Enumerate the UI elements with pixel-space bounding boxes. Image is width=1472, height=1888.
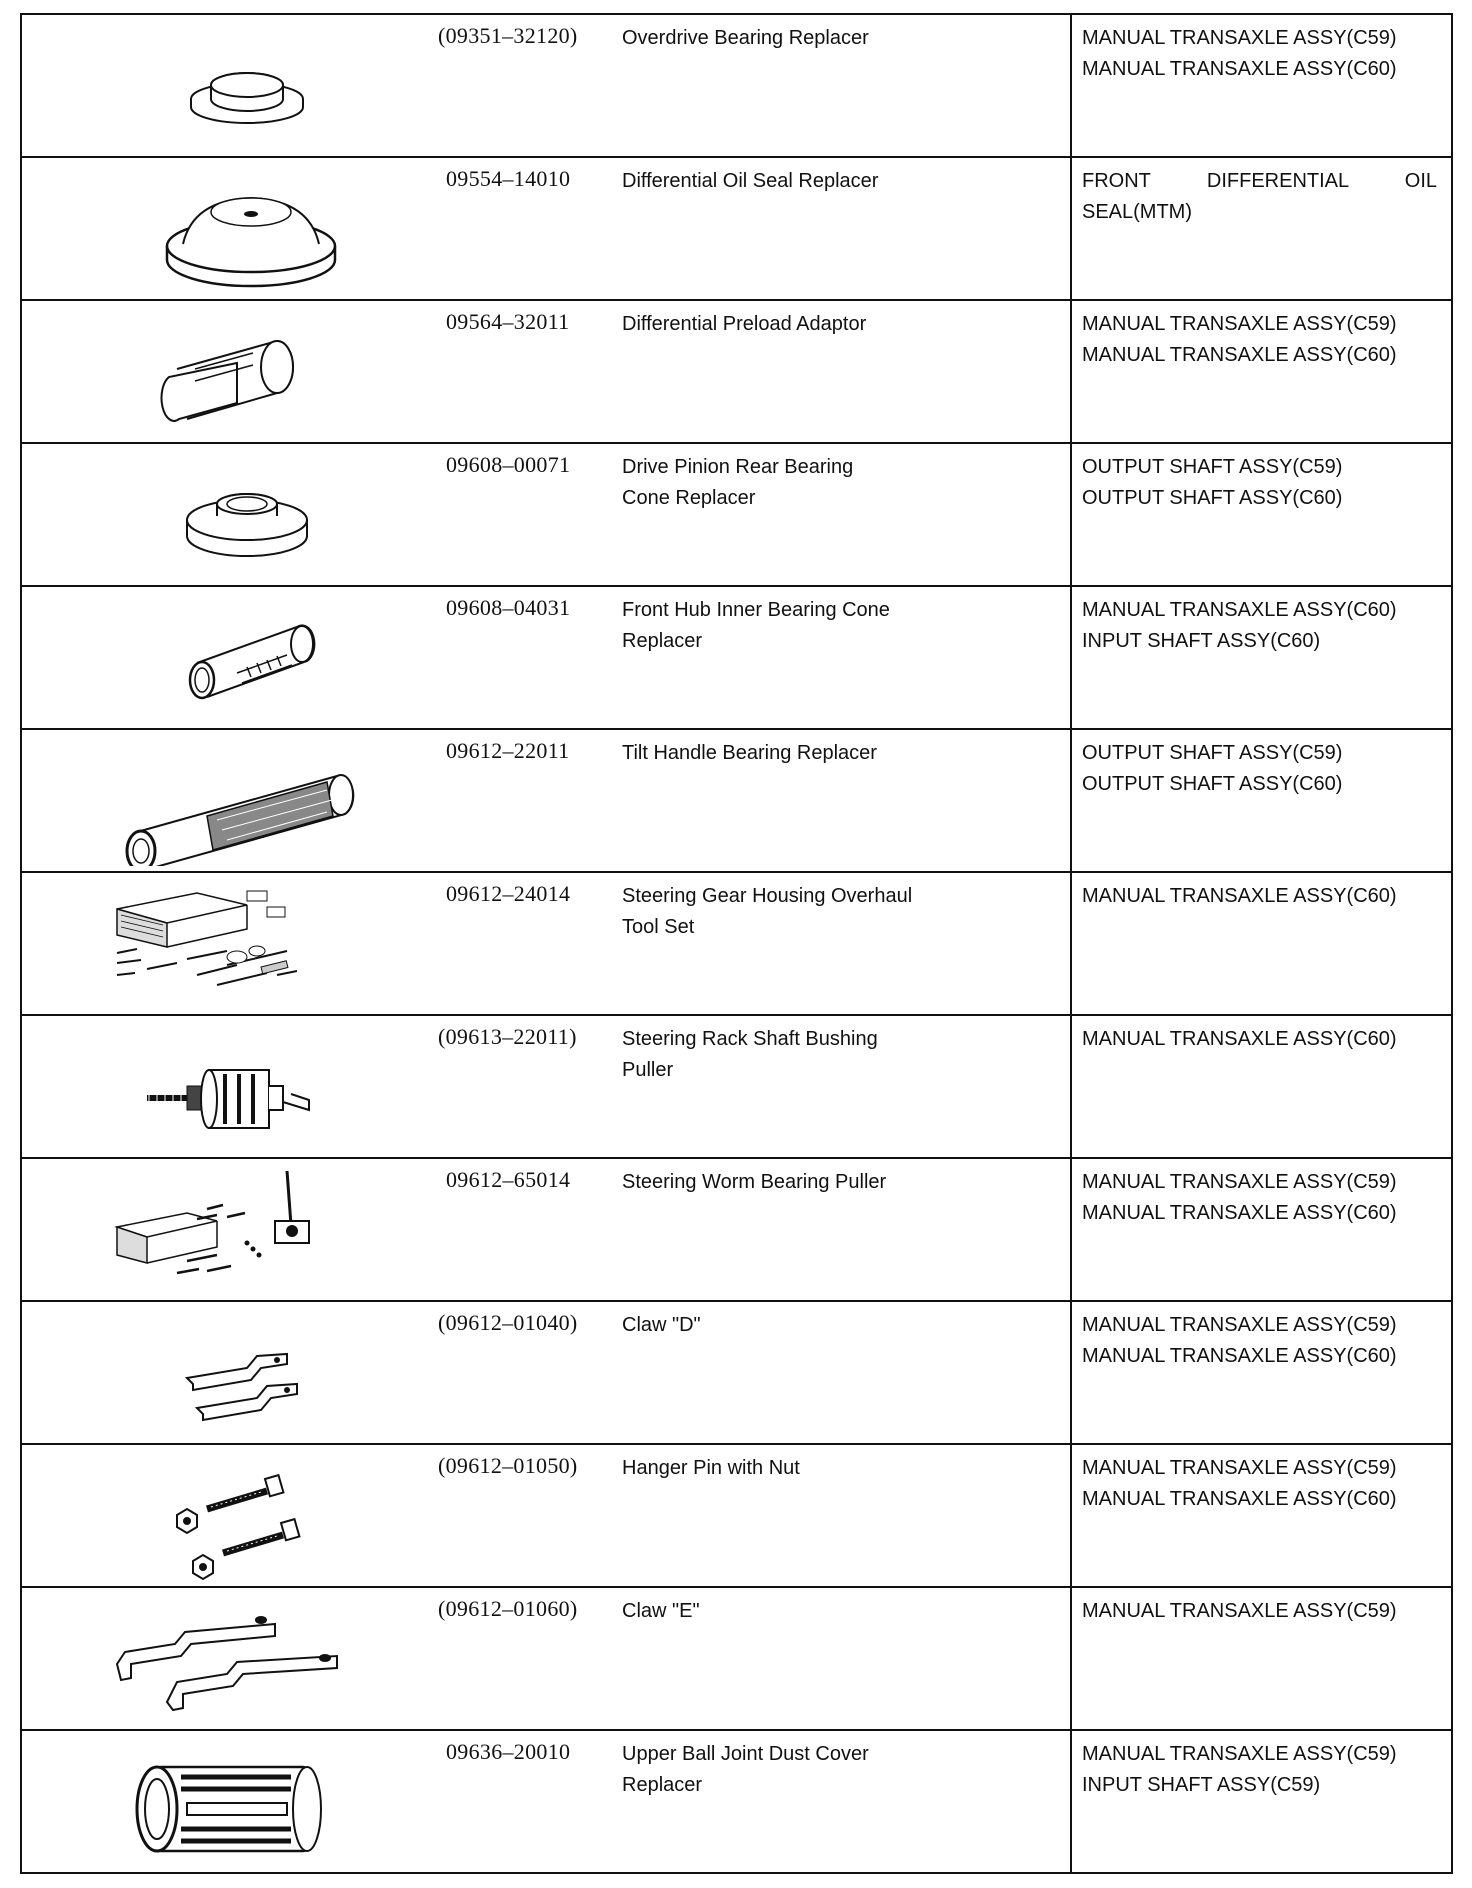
claw-d-icon <box>77 1308 407 1438</box>
table-row <box>21 586 1452 729</box>
tool-description-line: Differential Oil Seal Replacer <box>622 170 879 192</box>
part-number: (09613–22011) <box>438 1024 577 1049</box>
usage-line: MANUAL TRANSAXLE ASSY(C59) <box>1082 1171 1397 1193</box>
usage-line: OUTPUT SHAFT ASSY(C60) <box>1082 773 1343 795</box>
tool-description-line: Replacer <box>622 1774 703 1796</box>
tool-cell <box>21 1587 1071 1730</box>
bearing-replacer-disc-icon <box>77 21 407 151</box>
tool-description-line: Tool Set <box>622 916 695 938</box>
table-row <box>21 300 1452 443</box>
tool-cell <box>21 729 1071 872</box>
part-number: 09612–24014 <box>446 881 571 906</box>
part-number: (09351–32120) <box>438 23 578 48</box>
usage-line: OUTPUT SHAFT ASSY(C59) <box>1082 456 1343 478</box>
claw-e-icon <box>77 1594 407 1724</box>
usage-cell <box>1071 1587 1452 1730</box>
tool-description-line: Drive Pinion Rear Bearing <box>622 456 854 478</box>
part-number: 09636–20010 <box>446 1739 571 1764</box>
tool-description-line: Claw "D" <box>622 1314 701 1336</box>
tool-description-line: Steering Worm Bearing Puller <box>622 1171 887 1193</box>
special-service-tools-table <box>20 13 1453 1874</box>
tool-cell <box>21 1730 1071 1873</box>
usage-line: MANUAL TRANSAXLE ASSY(C59) <box>1082 27 1397 49</box>
table-row <box>21 1587 1452 1730</box>
tool-description-line: Steering Gear Housing Overhaul <box>622 885 913 907</box>
table-row <box>21 1301 1452 1444</box>
part-number: 09608–00071 <box>446 452 571 477</box>
usage-cell <box>1071 14 1452 157</box>
table-row <box>21 1015 1452 1158</box>
usage-line: MANUAL TRANSAXLE ASSY(C59) <box>1082 1457 1397 1479</box>
usage-cell <box>1071 300 1452 443</box>
usage-line: OUTPUT SHAFT ASSY(C59) <box>1082 742 1343 764</box>
usage-line: MANUAL TRANSAXLE ASSY(C60) <box>1082 344 1397 366</box>
tool-cell <box>21 872 1071 1015</box>
tool-cell <box>21 157 1071 300</box>
tool-cell <box>21 300 1071 443</box>
tool-description-line: Upper Ball Joint Dust Cover <box>622 1743 869 1765</box>
usage-cell <box>1071 443 1452 586</box>
table-row <box>21 443 1452 586</box>
usage-line: MANUAL TRANSAXLE ASSY(C59) <box>1082 1600 1397 1622</box>
usage-cell <box>1071 586 1452 729</box>
part-number: 09564–32011 <box>446 309 570 334</box>
cone-replacer-icon <box>77 450 407 580</box>
usage-line: MANUAL TRANSAXLE ASSY(C60) <box>1082 885 1397 907</box>
table-row <box>21 14 1452 157</box>
usage-line: MANUAL TRANSAXLE ASSY(C59) <box>1082 313 1397 335</box>
tool-cell <box>21 443 1071 586</box>
tool-description-line: Hanger Pin with Nut <box>622 1457 800 1479</box>
tool-cell <box>21 1444 1071 1587</box>
hanger-pin-nut-icon <box>77 1451 407 1581</box>
usage-cell <box>1071 1158 1452 1301</box>
usage-line: MANUAL TRANSAXLE ASSY(C60) <box>1082 1028 1397 1050</box>
usage-cell <box>1071 1015 1452 1158</box>
tool-description <box>622 1167 962 1198</box>
tool-description-line: Tilt Handle Bearing Replacer <box>622 742 877 764</box>
tool-description <box>622 595 962 657</box>
tool-description <box>622 166 962 197</box>
part-number: (09612–01040) <box>438 1310 578 1335</box>
tool-description <box>622 23 962 54</box>
tool-set-case-icon <box>77 879 407 1009</box>
table-row <box>21 1158 1452 1301</box>
table-row <box>21 157 1452 300</box>
tool-description-line: Puller <box>622 1059 674 1081</box>
usage-cell <box>1071 1301 1452 1444</box>
usage-line: MANUAL TRANSAXLE ASSY(C60) <box>1082 58 1397 80</box>
usage-cell <box>1071 1730 1452 1873</box>
tool-description-line: Overdrive Bearing Replacer <box>622 27 869 49</box>
preload-adaptor-icon <box>77 307 407 437</box>
part-number: 09608–04031 <box>446 595 571 620</box>
part-number: 09612–65014 <box>446 1167 571 1192</box>
table-row <box>21 1730 1452 1873</box>
tool-description <box>622 309 962 340</box>
part-number: 09554–14010 <box>446 166 571 191</box>
usage-line: MANUAL TRANSAXLE ASSY(C60) <box>1082 1202 1397 1224</box>
usage-line: INPUT SHAFT ASSY(C59) <box>1082 1774 1321 1796</box>
tool-description <box>622 1453 962 1484</box>
tool-description <box>622 1024 962 1086</box>
usage-line: MANUAL TRANSAXLE ASSY(C59) <box>1082 1743 1397 1765</box>
part-number: 09612–22011 <box>446 738 570 763</box>
table-row <box>21 1444 1452 1587</box>
tool-description <box>622 452 962 514</box>
tool-cell <box>21 1158 1071 1301</box>
tool-cell <box>21 14 1071 157</box>
table-row <box>21 872 1452 1015</box>
tool-description-line: Claw "E" <box>622 1600 700 1622</box>
worm-bearing-puller-set-icon <box>77 1165 407 1295</box>
usage-cell <box>1071 1444 1452 1587</box>
tool-description <box>622 738 962 769</box>
part-number: (09612–01060) <box>438 1596 578 1621</box>
usage-line: MANUAL TRANSAXLE ASSY(C60) <box>1082 599 1397 621</box>
usage-line: MANUAL TRANSAXLE ASSY(C60) <box>1082 1345 1397 1367</box>
dust-cover-replacer-icon <box>77 1737 407 1867</box>
usage-line: MANUAL TRANSAXLE ASSY(C59) <box>1082 1314 1397 1336</box>
tool-description-line: Front Hub Inner Bearing Cone <box>622 599 890 621</box>
tool-cell <box>21 1301 1071 1444</box>
bushing-puller-icon <box>77 1022 407 1152</box>
part-number: (09612–01050) <box>438 1453 578 1478</box>
usage-line: INPUT SHAFT ASSY(C60) <box>1082 630 1321 652</box>
tool-description <box>622 881 962 943</box>
tool-description <box>622 1310 962 1341</box>
table-row <box>21 729 1452 872</box>
usage-cell <box>1071 729 1452 872</box>
tool-description <box>622 1596 962 1627</box>
knurled-pipe-icon <box>77 593 407 723</box>
usage-line: OUTPUT SHAFT ASSY(C60) <box>1082 487 1343 509</box>
tool-cell <box>21 1015 1071 1158</box>
usage-line: MANUAL TRANSAXLE ASSY(C60) <box>1082 1488 1397 1510</box>
usage-line: SEAL(MTM) <box>1082 201 1192 223</box>
tool-cell <box>21 586 1071 729</box>
tool-description-line: Replacer <box>622 630 703 652</box>
usage-cell <box>1071 872 1452 1015</box>
oil-seal-replacer-icon <box>77 164 407 294</box>
tool-description-line: Cone Replacer <box>622 487 756 509</box>
usage-cell <box>1071 157 1452 300</box>
tool-description-line: Differential Preload Adaptor <box>622 313 867 335</box>
usage-line: FRONT DIFFERENTIAL OIL <box>1082 170 1437 192</box>
tool-description <box>622 1739 962 1801</box>
tool-description-line: Steering Rack Shaft Bushing <box>622 1028 878 1050</box>
long-handle-replacer-icon <box>77 736 407 866</box>
